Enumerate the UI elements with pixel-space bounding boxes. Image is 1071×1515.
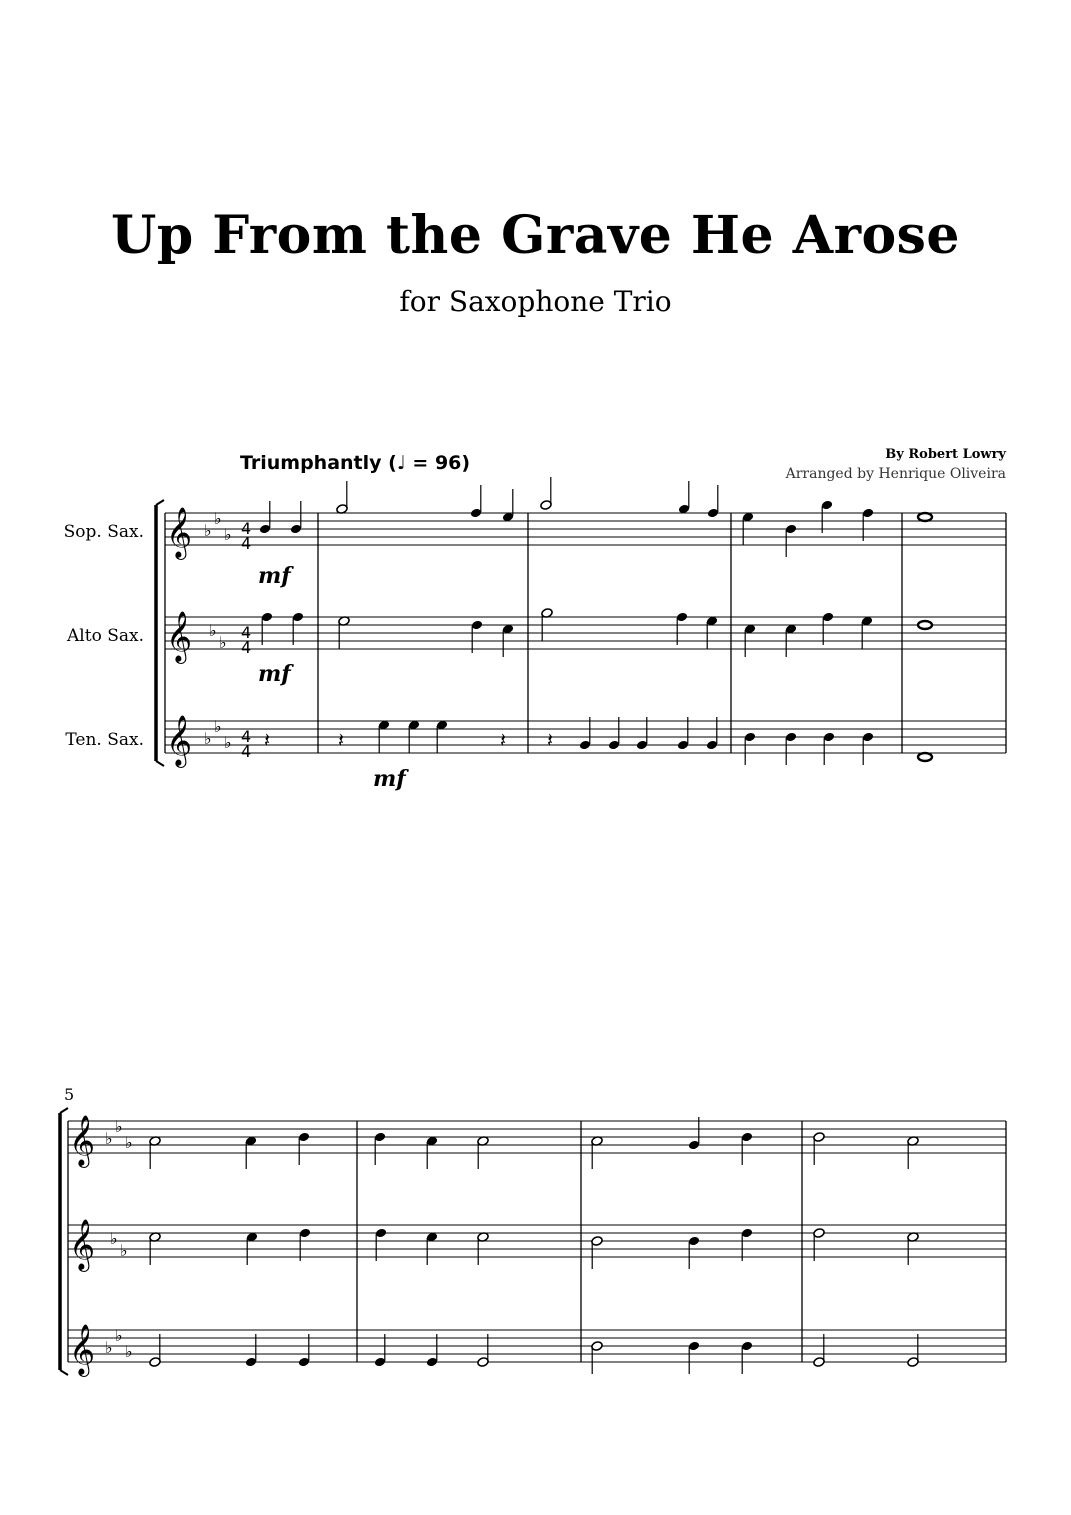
arranger-credit: Arranged by Henrique Oliveira: [785, 466, 1006, 482]
whole-note: [918, 621, 932, 629]
piece-title: Up From the Grave He Arose: [110, 205, 961, 266]
treble-clef-icon: 𝄞: [166, 611, 193, 662]
instrument-label-tenor: Ten. Sax.: [65, 730, 144, 750]
piece-subtitle: for Saxophone Trio: [399, 285, 672, 318]
measure-number: 5: [64, 1085, 75, 1104]
flat-icon: ♭: [105, 1129, 113, 1148]
system-bracket: [60, 1108, 68, 1113]
time-signature: 4: [241, 623, 252, 642]
quarter-rest-icon: 𝄽: [338, 728, 345, 752]
tempo-text: Triumphantly (: [240, 452, 397, 474]
flat-icon: ♭: [204, 729, 212, 748]
flat-icon: ♭: [125, 1342, 133, 1361]
system-bracket: [156, 761, 164, 766]
time-signature: 4: [241, 519, 252, 538]
tempo-value: = 96): [405, 452, 471, 474]
dynamic-sop: mf: [258, 563, 291, 589]
treble-clef-icon: 𝄞: [69, 1219, 96, 1270]
treble-clef-icon: 𝄞: [69, 1324, 96, 1375]
system-bracket: [156, 500, 164, 505]
instrument-label-alto: Alto Sax.: [67, 626, 144, 646]
flat-icon: ♭: [219, 633, 227, 652]
flat-icon: ♭: [115, 1326, 123, 1345]
treble-clef-icon: 𝄞: [69, 1115, 96, 1166]
whole-note: [918, 513, 932, 521]
flat-icon: ♭: [214, 509, 222, 528]
treble-clef-icon: 𝄞: [166, 507, 193, 558]
flat-icon: ♭: [224, 525, 232, 544]
dynamic-tenor: mf: [373, 766, 406, 792]
staff-lines: [60, 500, 1006, 1375]
time-signature: 4: [241, 534, 252, 553]
system-bracket: [60, 1370, 68, 1375]
quarter-rest-icon: 𝄽: [547, 728, 554, 752]
flat-icon: ♭: [110, 1229, 118, 1248]
flat-icon: ♭: [105, 1338, 113, 1357]
flat-icon: ♭: [115, 1117, 123, 1136]
flat-icon: ♭: [125, 1133, 133, 1152]
quarter-rest-icon: 𝄽: [500, 728, 507, 752]
time-signature: 4: [241, 742, 252, 761]
quarter-note-icon: ♩: [396, 452, 406, 474]
treble-clef-icon: 𝄞: [166, 715, 193, 766]
quarter-rest-icon: 𝄽: [264, 728, 271, 752]
flat-icon: ♭: [120, 1241, 128, 1260]
whole-note: [918, 753, 932, 761]
composer-credit: By Robert Lowry: [885, 447, 1006, 462]
dynamic-alto: mf: [258, 661, 291, 687]
time-signature: 4: [241, 727, 252, 746]
instrument-label-soprano: Sop. Sax.: [63, 522, 144, 542]
flat-icon: ♭: [214, 717, 222, 736]
notation-text: [64, 563, 409, 1104]
flat-icon: ♭: [204, 521, 212, 540]
flat-icon: ♭: [209, 621, 217, 640]
time-signature: 4: [241, 638, 252, 657]
flat-icon: ♭: [224, 733, 232, 752]
